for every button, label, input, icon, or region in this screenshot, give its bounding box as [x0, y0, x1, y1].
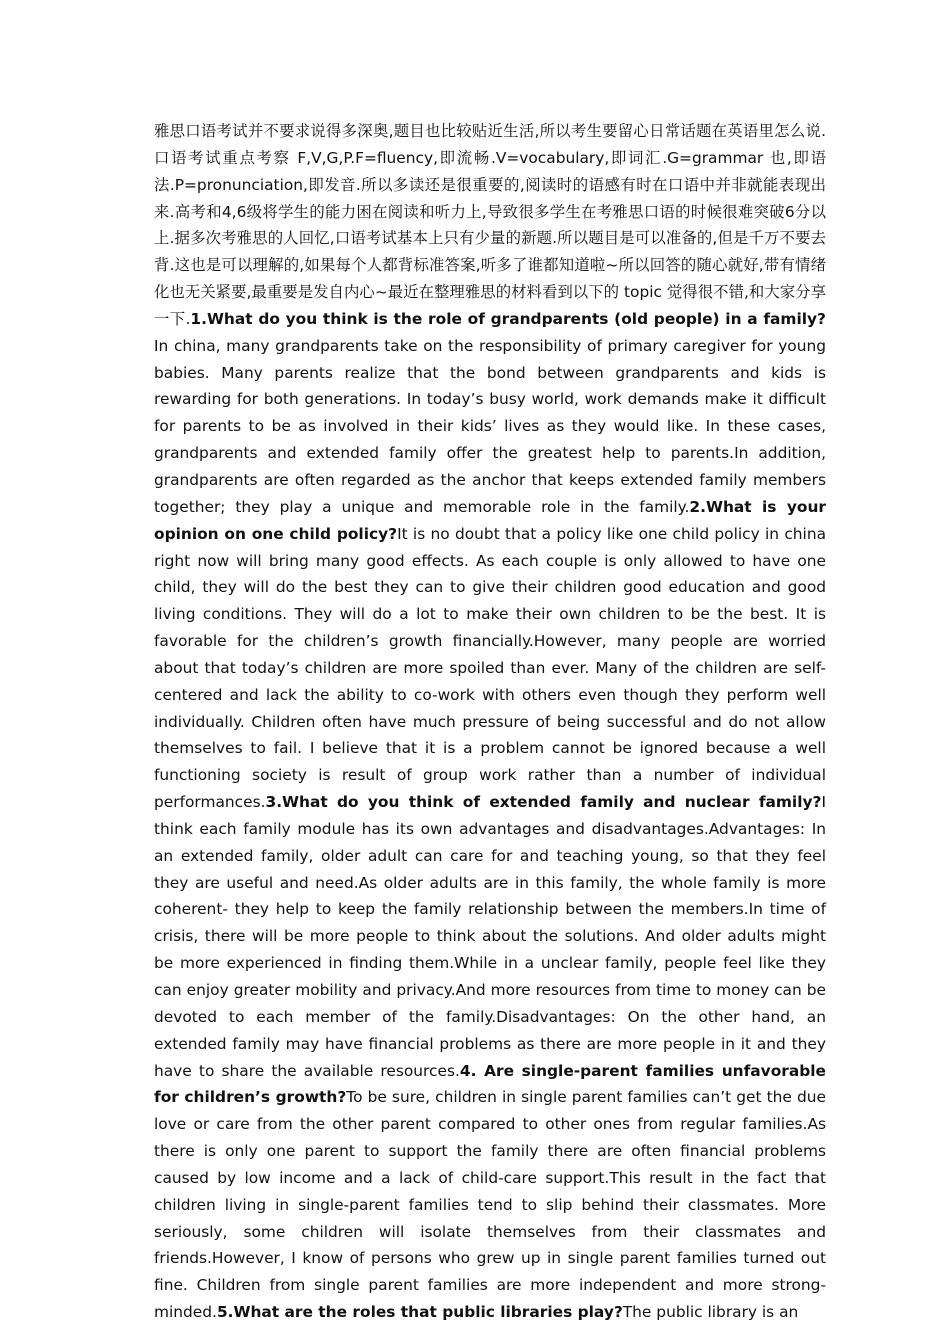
body-text: [154, 118, 826, 1326]
answer-2: It is no doubt that a policy like one child policy in china right now will bring many good effects. As each couple is only allowed to have one child, they will do the best they can to give their children good education and good living conditions. They will do a lot to make their own children to be the best. It is favorable for the children’s growth financially.However, many people are worried about that today’s children are more spoiled than ever. Many of the children are self-centered and lack the ability to co-work with others even though they perform well individually. Children often have much pressure of being successful and do not allow themselves to fail. I believe that it is a problem cannot be ignored because a well functioning society is result of group work rather than a number of individual performances.: [154, 524, 826, 812]
answer-1: In china, many grandparents take on the responsibility of primary caregiver for young babies. Many parents realize that the bond between grandparents and kids is rewarding for both generations. In today’s busy world, work demands make it difficult for parents to be as involved in their kids’ lives as they would like. In these cases, grandparents and extended family offer the greatest help to parents.In addition, grandparents are often regarded as the anchor that keeps extended family members together; they play a unique and memorable role in the family.: [154, 336, 826, 516]
answer-3: I think each family module has its own advantages and disadvantages.Advantages: In an extended family, older adult can care for and teaching young, so that they feel they are useful and need.As older adults are in this family, the whole family is more coherent- they help to keep the family relationship between the members.In time of crisis, there will be more people to think about the solutions. And older adults might be more experienced in finding them.While in a unclear family, people feel like they can enjoy greater mobility and privacy.And more resources from time to money can be devoted to each member of the family.Disadvantages: On the other hand, an extended family may have financial problems as there are more people in it and they have to share the available resources.: [154, 793, 826, 1080]
question-1: 1.What do you think is the role of grandparents (old people) in a family?: [190, 309, 826, 328]
answer-5: The public library is an: [622, 1303, 799, 1322]
answer-4: To be sure, children in single parent families can’t get the due love or care from the other parent compared to other ones from regular families.As there is only one parent to support the family there are often financial problems caused by low income and a lack of child-care support.This result in the fact that children living in single-parent families tend to slip behind their classmates. More seriously, some children will isolate themselves from their classmates and friends.However, I know of persons who grew up in single parent families turned out fine. Children from single parent families are more independent and more strong-minded.: [154, 1088, 826, 1322]
question-4: 4. Are single-parent families unfavorable for children’s growth?: [154, 1061, 826, 1107]
question-3: 3.What do you think of extended family and nuclear family?: [265, 793, 822, 812]
question-2: 2.What is your opinion on one child policy?: [154, 497, 826, 543]
intro-paragraph: 雅思口语考试并不要求说得多深奥,题目也比较贴近生活,所以考生要留心日常话题在英语里怎么说.口语考试重点考察 F,V,G,P.F=fluency,即流畅.V=vocabulary,即词汇.G=grammar 也,即语法.P=pronunciation,即发音.所以多读还是很重要的,阅读时的语感有时在口语中并非就能表现出来.高考和4,6级将学生的能力困在阅读和听力上,导致很多学生在考雅思口语的时候很难突破6分以上.据多次考雅思的人回忆,口语考试基本上只有少量的新题.所以题目是可以准备的,但是千万不要去背.这也是可以理解的,如果每个人都背标准答案,听多了谁都知道啦~所以回答的随心就好,带有情绪化也无关紧要,最重要是发自内心~最近在整理雅思的材料看到以下的 topic 觉得很不错,和大家分享一下.: [154, 122, 826, 328]
question-5: 5.What are the roles that public libraries play?: [216, 1303, 623, 1322]
